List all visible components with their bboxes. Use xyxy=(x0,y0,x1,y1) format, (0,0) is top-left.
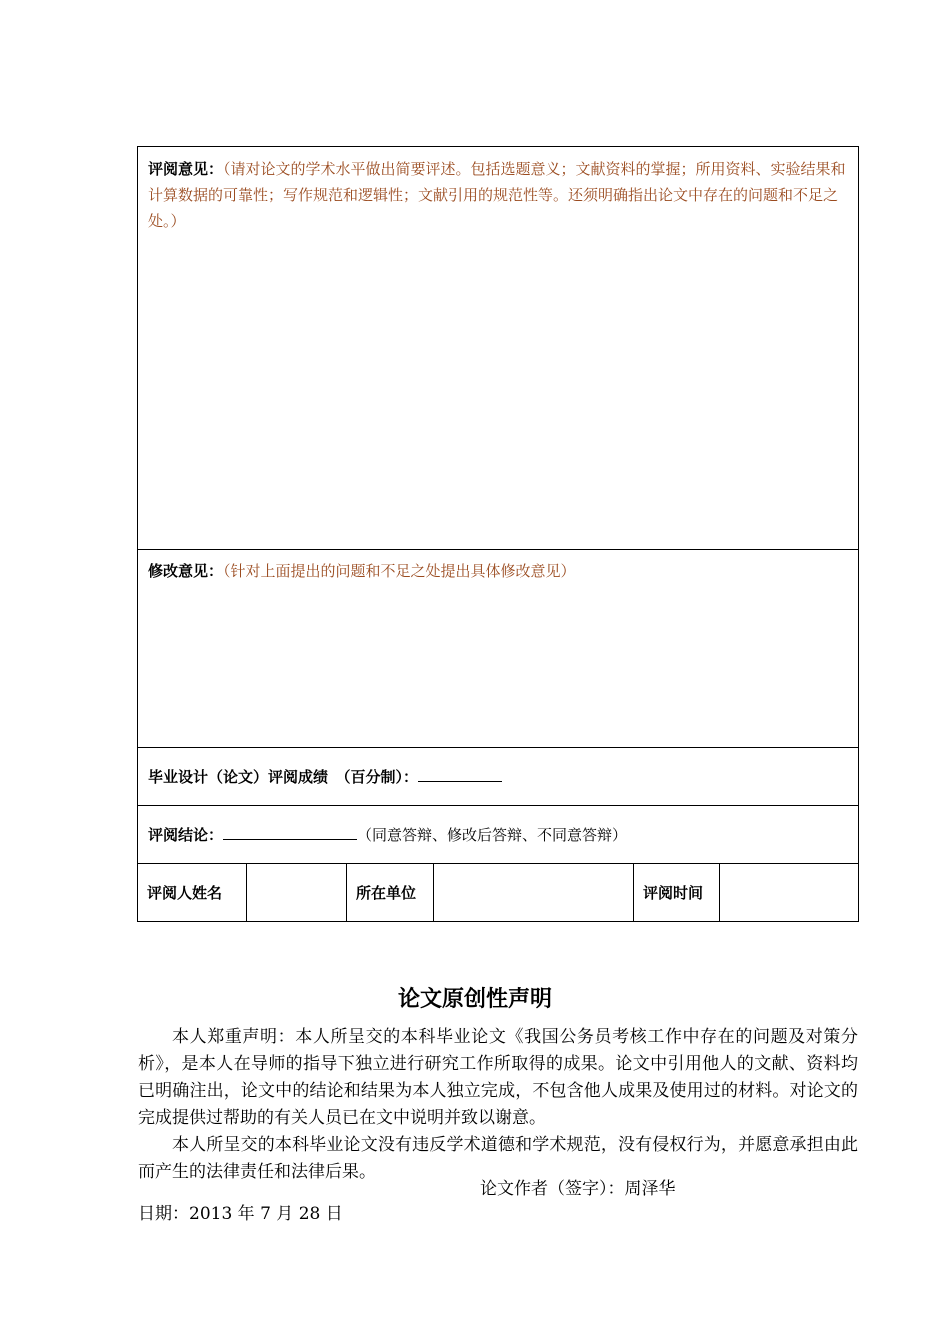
unit-label: 所在单位 xyxy=(356,884,417,902)
review-time-label: 评阅时间 xyxy=(643,884,704,902)
reviewer-name-label-cell xyxy=(138,864,247,922)
conclusion-row xyxy=(138,806,859,864)
revision-comments-cell[interactable] xyxy=(138,550,859,748)
reviewer-name-label: 评阅人姓名 xyxy=(147,884,223,902)
declaration-paragraph-1: 本人郑重声明：本人所呈交的本科毕业论文《我国公务员考核工作中存在的问题及对策分析》，是本人在导师的指导下独立进行研究工作所取得的成果。论文中引用他人的文献、资料均已明确注出，论文中的结论和结果为本人独立完成，不包含他人成果及使用过的材料。对论文的完成提供过帮助的有关人员已在文中说明并致以谢意。 xyxy=(138,1027,858,1128)
grade-input[interactable] xyxy=(418,767,502,782)
conclusion-label: 评阅结论： xyxy=(148,825,224,844)
declaration-paragraph-2: 本人所呈交的本科毕业论文没有违反学术道德和学术规范，没有侵权行为，并愿意承担由此而产生的法律责任和法律后果。 xyxy=(138,1135,858,1182)
review-comments-cell[interactable] xyxy=(138,147,859,550)
unit-field[interactable] xyxy=(434,864,634,922)
review-time-label-cell xyxy=(634,864,720,922)
reviewer-name-field[interactable] xyxy=(247,864,347,922)
review-form-table xyxy=(137,146,859,922)
declaration-body xyxy=(138,1024,858,1186)
conclusion-input[interactable] xyxy=(223,825,357,840)
review-comments-label: 评阅意见： xyxy=(148,160,224,178)
review-comments-hint: （请对论文的学术水平做出简要评述。包括选题意义；文献资料的掌握；所用资料、实验结果和计算数据的可靠性；写作规范和逻辑性；文献引用的规范性等。还须明确指出论文中存在的问题和不足之处。） xyxy=(148,160,846,230)
review-time-field[interactable] xyxy=(720,864,859,922)
declaration-title: 论文原创性声明 xyxy=(397,987,552,1012)
revision-comments-label: 修改意见： xyxy=(148,562,224,580)
grade-row xyxy=(138,748,859,806)
grade-label: 毕业设计（论文）评阅成绩 （百分制）： xyxy=(148,767,419,786)
declaration-date: 日期：2013 年 7 月 28 日 xyxy=(138,1204,343,1224)
conclusion-options: （同意答辩、修改后答辩、不同意答辩） xyxy=(357,825,628,844)
revision-comments-hint: （针对上面提出的问题和不足之处提出具体修改意见） xyxy=(223,562,576,580)
author-signature-line: 论文作者（签字）：周泽华 xyxy=(480,1179,676,1199)
unit-label-cell xyxy=(347,864,434,922)
